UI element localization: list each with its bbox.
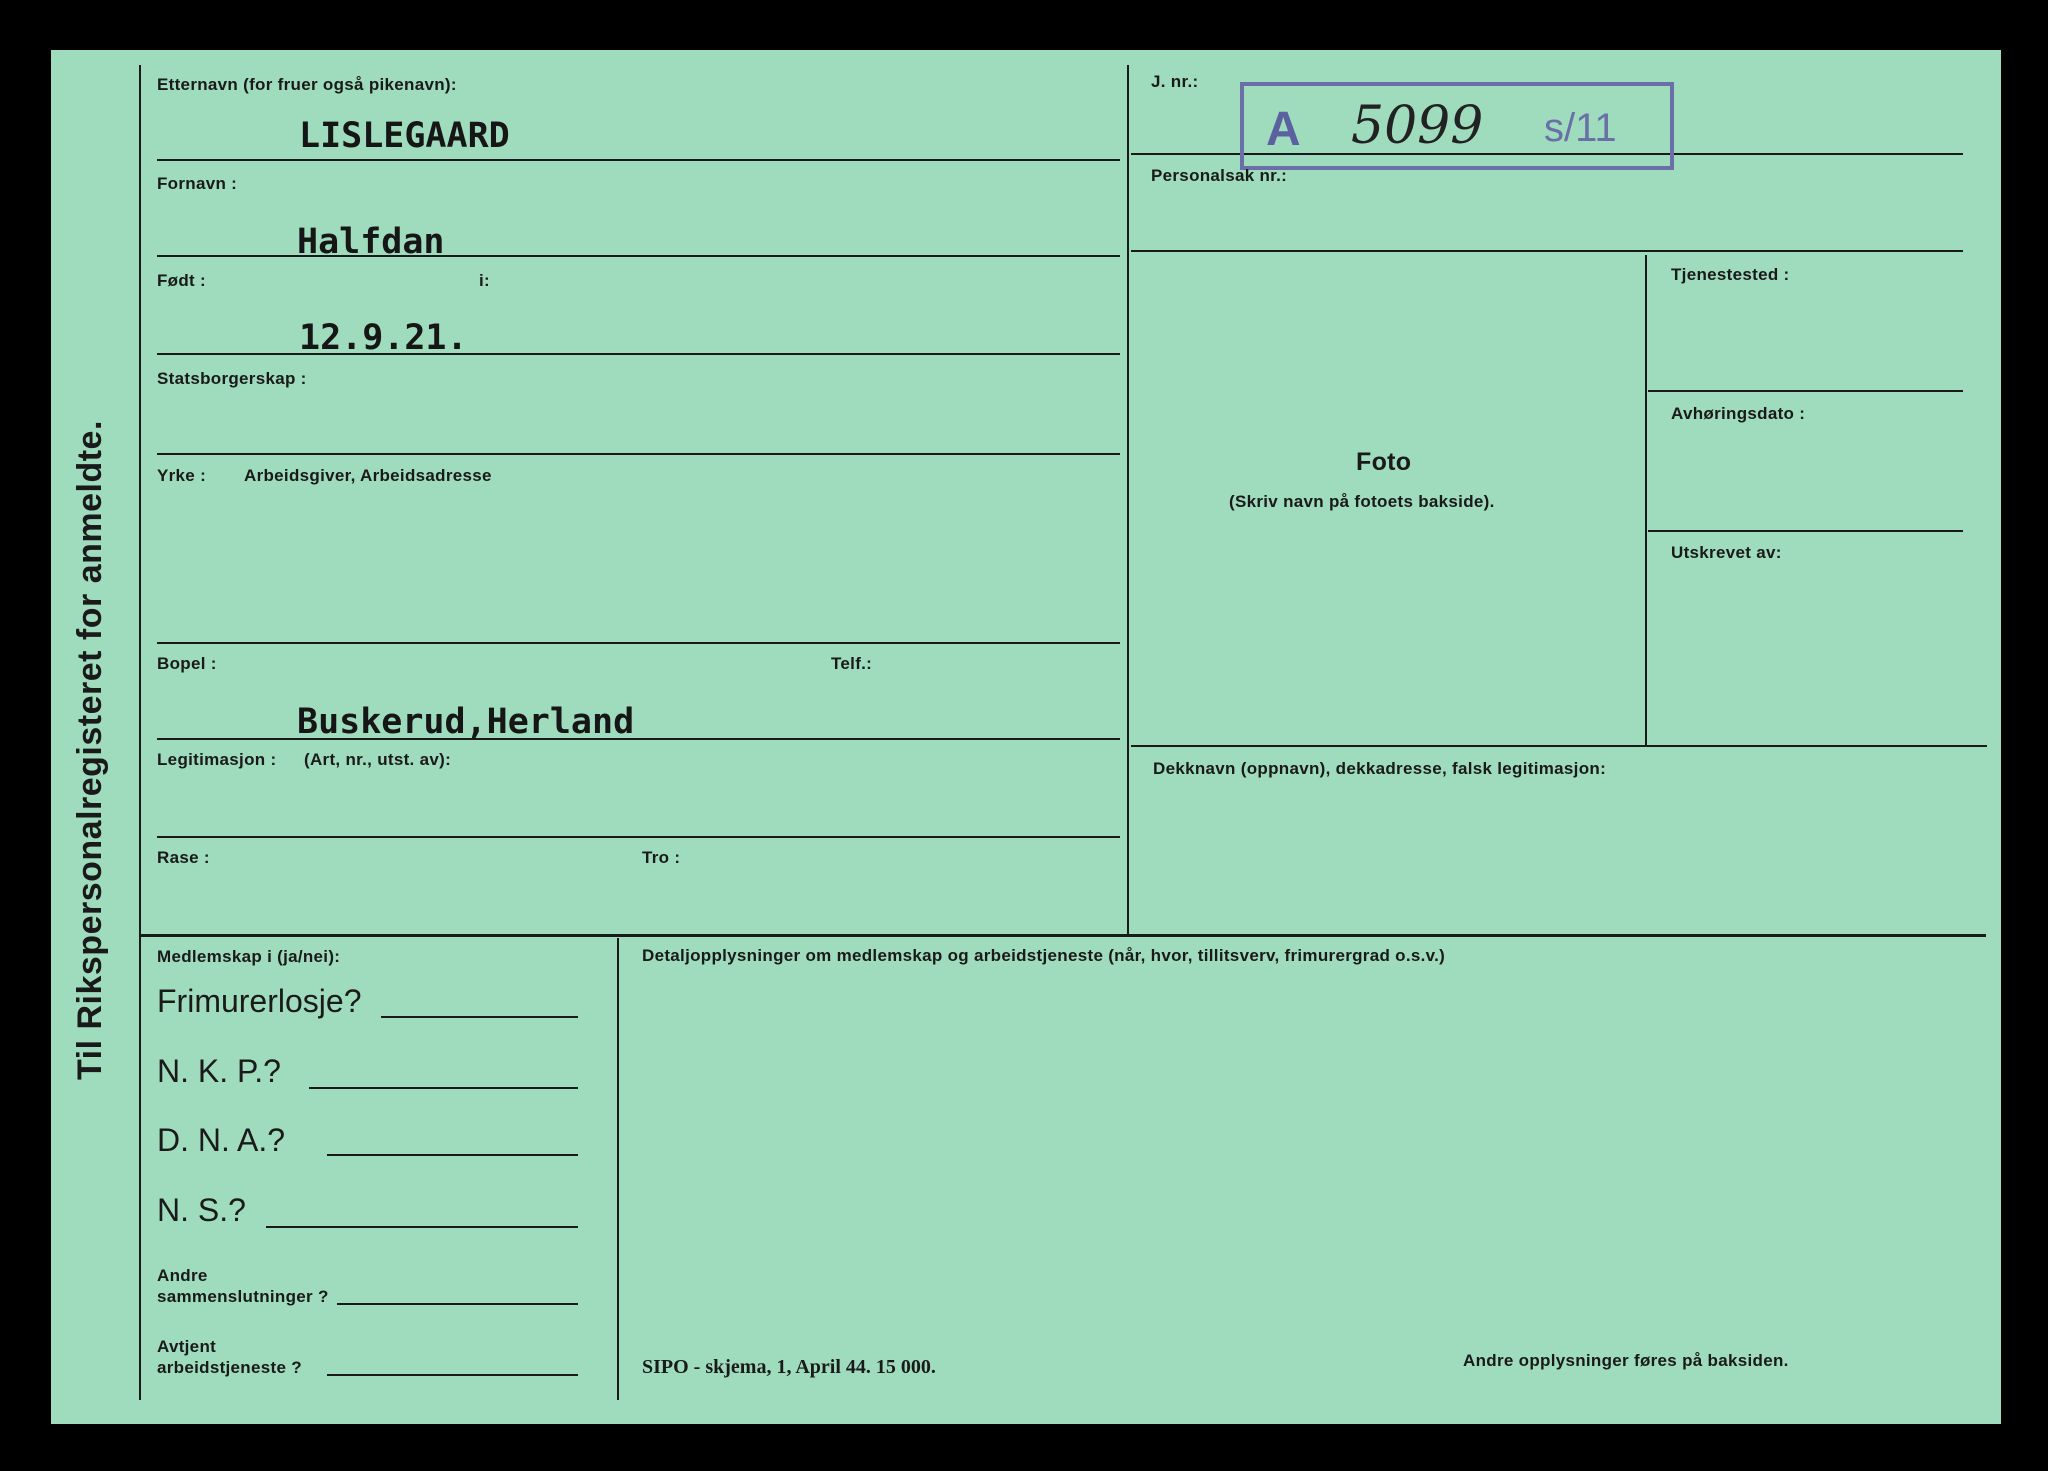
andre-underline <box>337 1303 578 1305</box>
statsborgerskap-rule <box>157 453 1120 455</box>
medlemskap-label: Medlemskap i (ja/nei): <box>157 947 341 966</box>
stamp-number: 5099 <box>1351 96 1484 156</box>
statsborgerskap-label: Statsborgerskap : <box>157 369 307 388</box>
foto-note: (Skriv navn på fotoets bakside). <box>1229 492 1495 511</box>
rase-label: Rase : <box>157 848 210 867</box>
center-divider-line <box>1127 65 1129 935</box>
detaljer-label: Detaljopplysninger om medlemskap og arbeidstjeneste (når, hvor, tillitsverv, frimurergrad o.s.v.) <box>642 946 1446 965</box>
photo-bottom-rule <box>1131 745 1987 747</box>
registration-card <box>51 50 2001 1424</box>
etternavn-value: LISLEGAARD <box>299 116 510 156</box>
frimurer-underline <box>381 1016 578 1018</box>
arbeidsgiver-label: Arbeidsgiver, Arbeidsadresse <box>244 466 492 485</box>
nkp-label: N. K. P.? <box>157 1053 281 1089</box>
stamp-letter: A <box>1266 103 1301 156</box>
fodt-sted-label: i: <box>479 271 490 290</box>
ns-label: N. S.? <box>157 1192 246 1228</box>
stamp-ref: s/11 <box>1544 106 1617 150</box>
avtjent-label-2: arbeidstjeneste ? <box>157 1358 302 1377</box>
avtjent-underline <box>327 1374 578 1376</box>
form-identifier: SIPO - skjema, 1, April 44. 15 000. <box>642 1356 936 1378</box>
ns-underline <box>266 1226 578 1228</box>
bopel-label: Bopel : <box>157 654 217 673</box>
nkp-underline <box>309 1087 578 1089</box>
etternavn-rule <box>157 159 1120 161</box>
reference-stamp <box>1240 82 1674 170</box>
utskrevet-label: Utskrevet av: <box>1671 543 1782 562</box>
side-caption: Til Rikspersonalregisteret for anmeldte. <box>71 420 109 1080</box>
andre-label-2: sammenslutninger ? <box>157 1287 329 1306</box>
fodt-value: 12.9.21. <box>299 318 468 358</box>
dna-underline <box>327 1154 578 1156</box>
fornavn-label: Fornavn : <box>157 174 238 193</box>
section-divider-line <box>139 934 1986 937</box>
frimurer-label: Frimurerlosje? <box>157 983 362 1019</box>
personalsak-label: Personalsak nr.: <box>1151 166 1288 185</box>
legitimasjon-detail-label: (Art, nr., utst. av): <box>304 750 452 769</box>
left-margin-line <box>139 65 141 1400</box>
dekknavn-label: Dekknavn (oppnavn), dekkadresse, falsk legitimasjon: <box>1153 759 1607 778</box>
tro-label: Tro : <box>642 848 681 867</box>
foto-label: Foto <box>1356 448 1412 476</box>
bopel-value: Buskerud,Herland <box>297 702 635 742</box>
telf-label: Telf.: <box>831 654 873 673</box>
andre-label-1: Andre <box>157 1266 208 1285</box>
fodt-label: Født : <box>157 271 206 290</box>
bakside-note: Andre opplysninger føres på baksiden. <box>1463 1351 1789 1370</box>
yrke-label: Yrke : <box>157 466 207 485</box>
legitimasjon-rule <box>157 836 1120 838</box>
avhoringsdato-label: Avhøringsdato : <box>1671 404 1806 423</box>
fornavn-value: Halfdan <box>297 222 445 262</box>
photo-divider-line <box>1645 255 1647 745</box>
yrke-rule <box>157 642 1120 644</box>
jnr-label: J. nr.: <box>1151 72 1199 91</box>
legitimasjon-label: Legitimasjon : <box>157 750 277 769</box>
tjenestested-rule <box>1648 390 1963 392</box>
personalsak-rule <box>1131 250 1963 252</box>
dna-label: D. N. A.? <box>157 1122 286 1158</box>
tjenestested-label: Tjenestested : <box>1671 265 1790 284</box>
etternavn-label: Etternavn (for fruer også pikenavn): <box>157 75 457 94</box>
membership-divider-line <box>617 938 619 1400</box>
avhoringsdato-rule <box>1648 530 1963 532</box>
avtjent-label-1: Avtjent <box>157 1337 217 1356</box>
